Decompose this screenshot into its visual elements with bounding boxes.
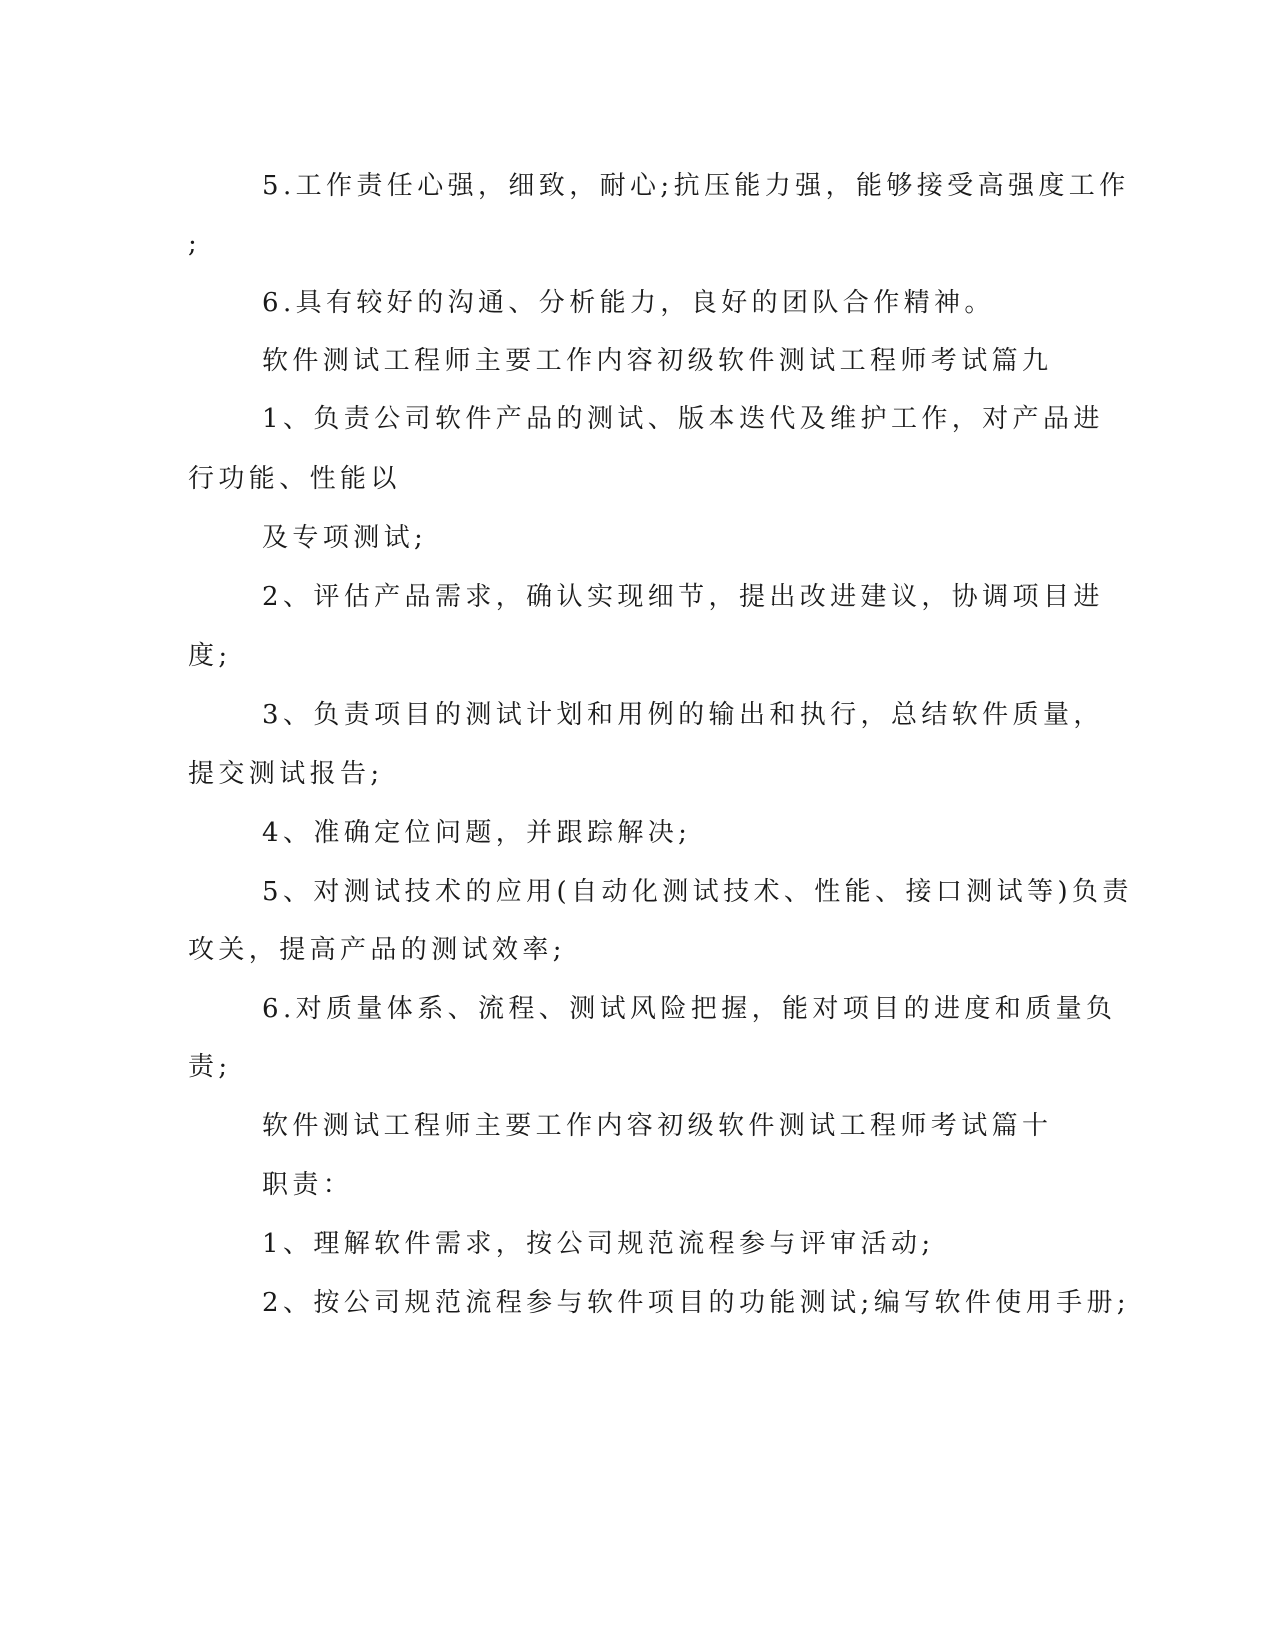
text-line: 责; [188, 1052, 232, 1082]
text-line: 4、准确定位问题，并跟踪解决; [262, 818, 692, 848]
text-line: 1、理解软件需求，按公司规范流程参与评审活动; [262, 1229, 935, 1259]
text-line: 3、负责项目的测试计划和用例的输出和执行，总结软件质量， [262, 700, 1104, 730]
text-line: 及专项测试; [262, 523, 428, 553]
text-line: 攻关，提高产品的测试效率; [188, 935, 566, 965]
text-line: 职责： [262, 1170, 354, 1200]
text-line: 度; [188, 641, 232, 671]
text-line: 1、负责公司软件产品的测试、版本迭代及维护工作，对产品进 [262, 404, 1104, 434]
text-line: 2、按公司规范流程参与软件项目的功能测试;编写软件使用手册; [262, 1288, 1131, 1318]
text-line: ; [188, 229, 202, 259]
text-line: 6.对质量体系、流程、测试风险把握，能对项目的进度和质量负 [262, 994, 1117, 1024]
text-line: 行功能、性能以 [188, 464, 401, 494]
text-line: 5、对测试技术的应用(自动化测试技术、性能、接口测试等)负责 [262, 877, 1133, 907]
section-heading: 软件测试工程师主要工作内容初级软件测试工程师考试篇十 [262, 1111, 1053, 1141]
text-line: 2、评估产品需求，确认实现细节，提出改进建议，协调项目进 [262, 582, 1104, 612]
text-line: 6.具有较好的沟通、分析能力，良好的团队合作精神。 [262, 288, 995, 318]
text-line: 提交测试报告; [188, 759, 384, 789]
text-line: 5.工作责任心强，细致，耐心;抗压能力强，能够接受高强度工作 [262, 171, 1130, 201]
section-heading: 软件测试工程师主要工作内容初级软件测试工程师考试篇九 [262, 346, 1053, 376]
